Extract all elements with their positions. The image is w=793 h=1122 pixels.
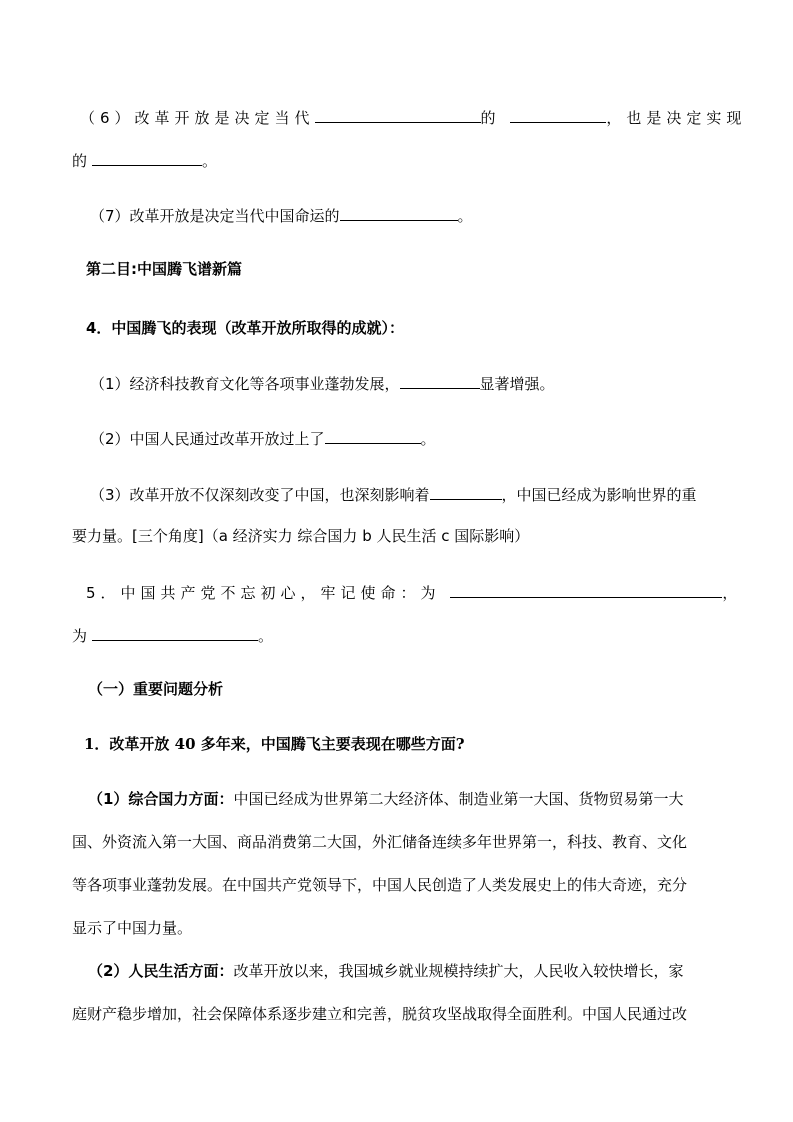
item4-point-2: （2）中国人民通过改革开放过上了 。 — [90, 427, 740, 449]
answer-blank[interactable] — [510, 106, 606, 123]
answer-1-line-2: 国、外资流入第一大国、商品消费第二大国，外汇储备连续多年世界第一，科技、教育、文化 — [72, 833, 688, 851]
answer-blank[interactable] — [400, 372, 480, 389]
item4-point-3-line-2: 要力量。[三个角度]（a 经济实力 综合国力 b 人民生活 c 国际影响） — [72, 527, 530, 545]
answer-blank[interactable] — [340, 204, 458, 221]
answer-2-line-2: 庭财产稳步增加，社会保障体系逐步建立和完善，脱贫攻坚战取得全面胜利。中国人民通过改 — [72, 1005, 688, 1023]
analysis-heading: （一）重要问题分析 — [88, 680, 224, 698]
q7-line: （7）改革开放是决定当代中国命运的 。 — [90, 204, 740, 226]
answer-blank[interactable] — [92, 624, 258, 641]
answer-1-line-1: （1）综合国力方面：中国已经成为世界第二大经济体、制造业第一大国、货物贸易第一大 — [88, 790, 684, 808]
answer-blank[interactable] — [92, 149, 202, 166]
item5-line-1: 5．中国共产党不忘初心，牢记使命：为 ， — [86, 581, 736, 603]
question-1: 1．改革开放 40 多年来，中国腾飞主要表现在哪些方面? — [84, 735, 465, 753]
section-heading: 第二目:中国腾飞谱新篇 — [86, 260, 242, 278]
answer-1-line-4: 显示了中国力量。 — [72, 919, 193, 937]
answer-1-line-3: 等各项事业蓬勃发展。在中国共产党领导下，中国人民创造了人类发展史上的伟大奇迹，充分 — [72, 876, 688, 894]
item4-title: 4．中国腾飞的表现（改革开放所取得的成就）： — [86, 319, 404, 337]
item4-point-1: （1）经济科技教育文化等各项事业蓬勃发展， 显著增强。 — [90, 372, 740, 394]
item5-line-2: 为 。 — [72, 624, 722, 646]
q6-line-2: 的 。 — [72, 149, 722, 171]
q6-line-1: （6）改革开放是决定当代 的 ，也是决定实现 — [80, 106, 730, 128]
item4-point-3: （3）改革开放不仅深刻改变了中国，也深刻影响着 ，中国已经成为影响世界的重 — [90, 483, 740, 505]
answer-blank[interactable] — [325, 427, 421, 444]
answer-2-line-1: （2）人民生活方面：改革开放以来，我国城乡就业规模持续扩大，人民收入较快增长，家 — [88, 962, 684, 980]
answer-blank[interactable] — [315, 106, 481, 123]
answer-blank[interactable] — [450, 581, 722, 598]
answer-blank[interactable] — [430, 483, 502, 500]
